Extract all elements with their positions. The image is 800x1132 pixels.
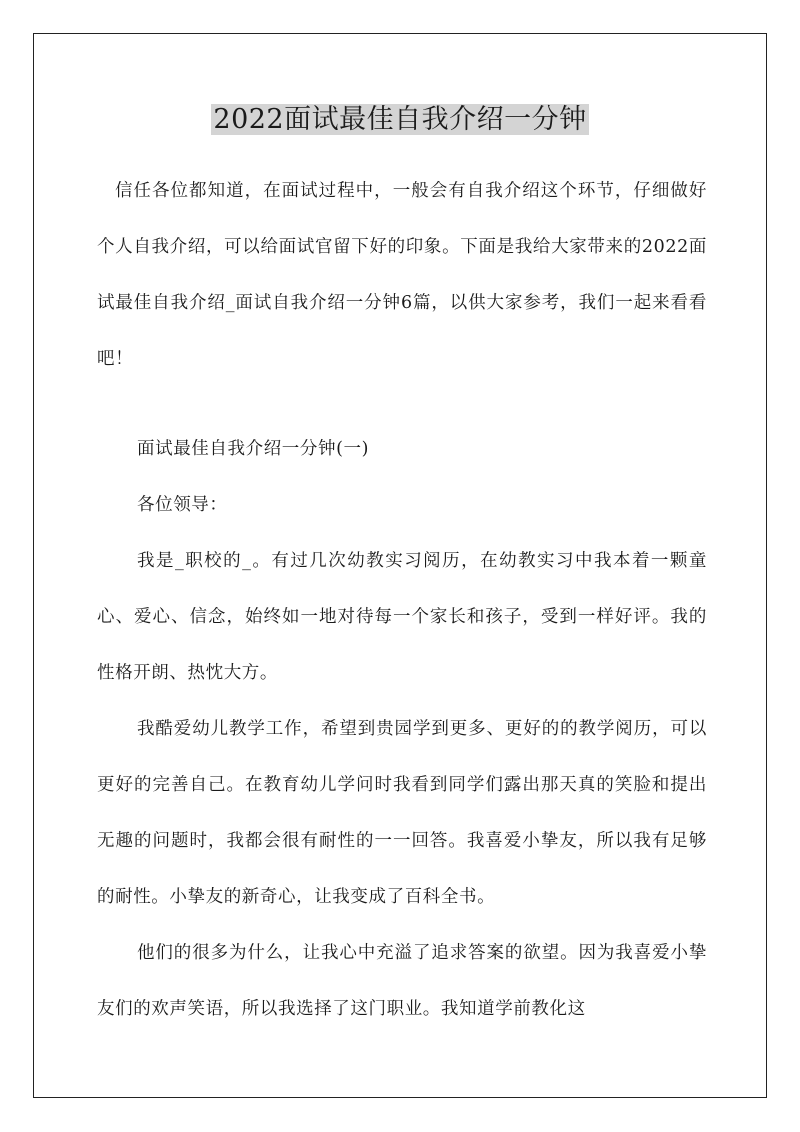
article-body: [97, 421, 707, 1037]
body-paragraph-2: 我酷爱幼儿教学工作，希望到贵园学到更多、更好的的教学阅历，可以更好的完善自己。在教育幼儿学问时我看到同学们露出那天真的笑脸和提出无趣的问题时，我都会很有耐性的一一回答。我喜爱小挚友，所以我有足够的耐性。小挚友的新奇心，让我变成了百科全书。: [97, 719, 707, 907]
intro-paragraph: 信任各位都知道，在面试过程中，一般会有自我介绍这个环节，仔细做好个人自我介绍，可以给面试官留下好的印象。下面是我给大家带来的2022面试最佳自我介绍_面试自我介绍一分钟6篇，以供大家参考，我们一起来看看吧！: [97, 181, 707, 369]
body-paragraph-3: 他们的很多为什么，让我心中充溢了追求答案的欲望。因为我喜爱小挚友们的欢声笑语，所以我选择了这门职业。我知道学前教化这: [97, 943, 707, 1019]
body-paragraph-1: 我是_职校的_。有过几次幼教实习阅历，在幼教实习中我本着一颗童心、爱心、信念，始终如一地对待每一个家长和孩子，受到一样好评。我的性格开朗、热忱大方。: [97, 551, 707, 683]
document-title: [0, 100, 800, 140]
section-heading: 面试最佳自我介绍一分钟(一): [137, 439, 370, 459]
greeting: 各位领导：: [137, 495, 228, 515]
document-title-text: 2022面试最佳自我介绍一分钟: [213, 104, 587, 135]
intro-section: [97, 163, 707, 387]
